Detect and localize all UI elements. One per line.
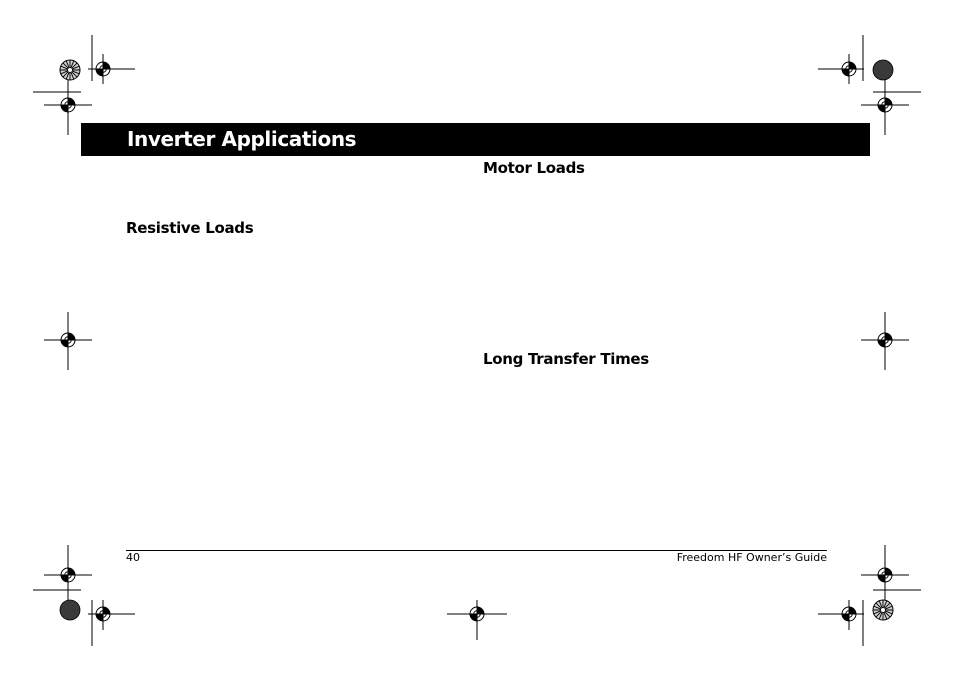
registration-target-icon [54, 55, 899, 628]
footer-guide-title: Freedom HF Owner’s Guide [676, 551, 827, 564]
page-title: Inverter Applications [127, 127, 357, 151]
page-number: 40 [126, 551, 140, 564]
heading-resistive-loads: Resistive Loads [126, 219, 254, 237]
heading-motor-loads: Motor Loads [483, 159, 585, 177]
gray-dot-icon [60, 60, 893, 620]
heading-long-transfer-times: Long Transfer Times [483, 350, 649, 368]
starburst-target-icon [60, 60, 893, 620]
